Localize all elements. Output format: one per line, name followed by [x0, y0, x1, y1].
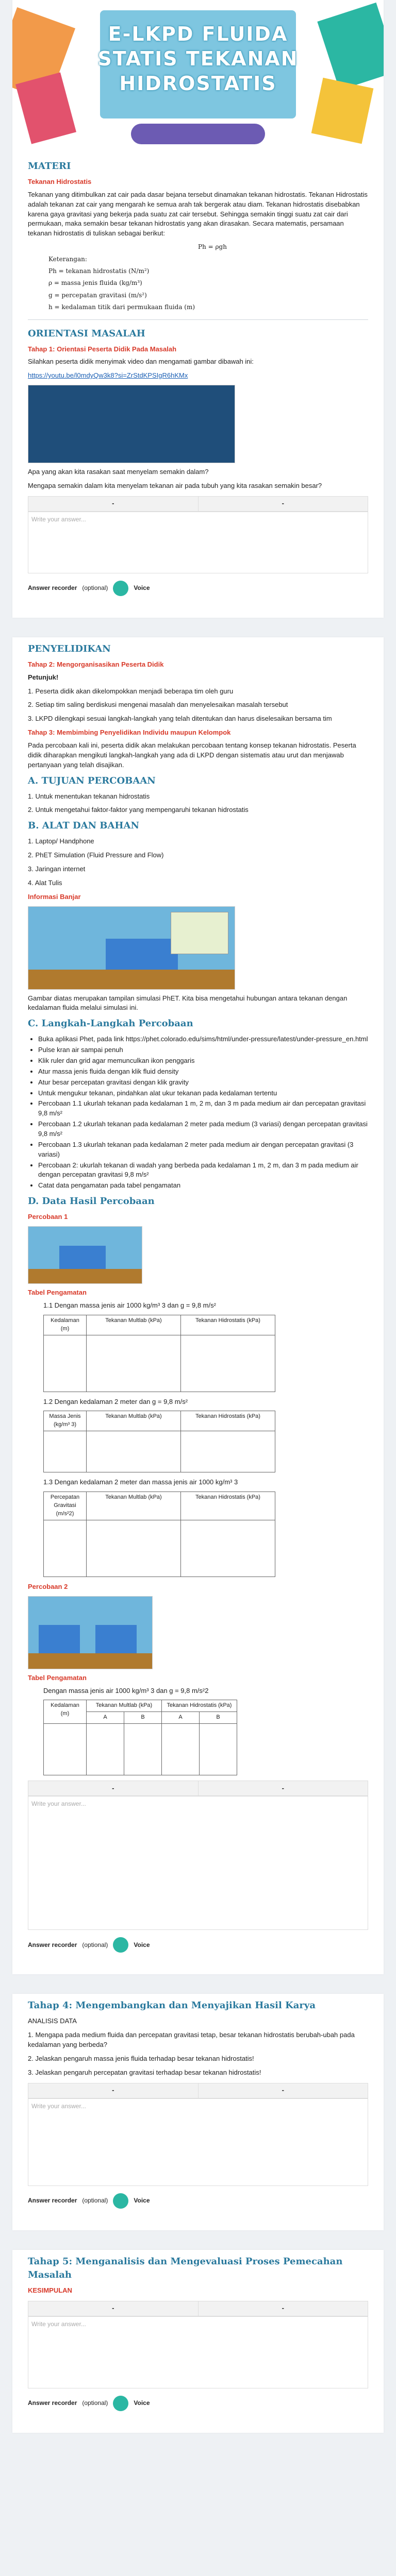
orientasi-image: [28, 385, 235, 463]
banner-card: [12, 0, 384, 618]
tahap5-heading: Tahap 5: Menganalisis dan Mengevaluasi Proses Pemecahan Masalah: [28, 2256, 343, 2280]
t2-sub-a2: A: [162, 1712, 200, 1724]
langkah-item: • Klik ruler dan grid agar memunculkan ikon penggaris: [38, 1056, 368, 1066]
tahap2-heading: Tahap 2: Mengorganisasikan Peserta Didik: [28, 660, 164, 668]
langkah-item: • Untuk mengukur tekanan, pindahkan alat ukur tekanan pada kedalaman tertentu: [38, 1089, 368, 1098]
langkah-item: • Pulse kran air sampai penuh: [38, 1045, 368, 1055]
banner-title-line-1: E-LKPD FLUIDA: [108, 23, 288, 45]
t12-col-2: Tekanan Multlab (kPa): [87, 1411, 181, 1431]
banner-title-line-2: STATIS TEKANAN: [97, 47, 299, 70]
voice-label: Voice: [134, 584, 150, 592]
video-link[interactable]: https://youtu.be/l0mdyQw3k8?si=ZrStdKPSIgR6hKMx: [28, 371, 188, 380]
analisis-q2: 2. Jelaskan pengaruh massa jenis fluida terhadap besar tekanan hidrostatis!: [28, 2054, 254, 2062]
materi-formula: Ph = ρgh: [198, 243, 227, 251]
alat-3: 3. Jaringan internet: [28, 865, 86, 873]
materi-legend-2: ρ = massa jenis fluida (kg/m³): [48, 279, 142, 287]
voice-record-button[interactable]: [113, 2396, 128, 2411]
voice-record-button[interactable]: [113, 1937, 128, 1953]
orientasi-answer-table: [28, 496, 368, 512]
t2-sub-b: B: [124, 1712, 162, 1724]
answer-table-header-2: -: [198, 1781, 368, 1796]
voice-label: Voice: [134, 2399, 150, 2406]
alat-1: 1. Laptop/ Handphone: [28, 837, 94, 845]
tahap3-heading: Tahap 3: Membimbing Penyelidikan Individu maupun Kelompok: [28, 728, 231, 737]
voice-record-button[interactable]: [113, 581, 128, 596]
materi-legend-4: h = kedalaman titik dari permukaan fluida (m): [48, 303, 195, 311]
recorder-label: Answer recorder: [28, 584, 77, 592]
tujuan-1: 1. Untuk menentukan tekanan hidrostatis: [28, 792, 150, 800]
langkah-item: • Atur massa jenis fluida dengan klik fluid density: [38, 1067, 368, 1077]
data-recorder: [28, 1937, 368, 1953]
materi-legend-1: Ph = tekanan hidrostatis (N/m²): [48, 267, 150, 275]
table-1-2: [43, 1411, 275, 1472]
tahap4-recorder: [28, 2193, 368, 2209]
kesimpulan-label: KESIMPULAN: [28, 2286, 72, 2294]
t2-col-2: Tekanan Multlab (kPa): [87, 1700, 162, 1712]
recorder-optional: (optional): [82, 2399, 108, 2406]
penyelidikan-card: [12, 637, 384, 1975]
tujuan-heading: A. TUJUAN PERCOBAAN: [28, 775, 156, 786]
t11-col-2: Tekanan Multlab (kPa): [87, 1315, 181, 1335]
materi-legend-3: g = percepatan gravitasi (m/s²): [48, 291, 147, 299]
t11-col-1: Kedalaman (m): [44, 1315, 87, 1335]
orientasi-heading: ORIENTASI MASALAH: [28, 328, 145, 339]
recorder-label: Answer recorder: [28, 1941, 77, 1948]
t13-col-1: Percepatan Gravitasi (m/s²2): [44, 1492, 87, 1520]
info-caption: Gambar diatas merupakan tampilan simulasi PhET. Kita bisa mengetahui hubungan antara tekanan dengan kedalaman fluida melalui simulasi ini.: [28, 994, 348, 1012]
step-3: 3. LKPD dilengkapi sesuai langkah-langkah yang telah ditentukan dan harus diselesaikan bersama tim: [28, 715, 332, 723]
data-heading: D. Data Hasil Percobaan: [28, 1196, 155, 1207]
step-1: 1. Peserta didik akan dikelompokkan menjadi beberapa tim oleh guru: [28, 687, 234, 695]
penyelidikan-paragraph: Pada percobaan kali ini, peserta didik akan melakukan percobaan tentang konsep tekanan hidrostatis. Peserta didik diharapkan mengikuti langkah-langkah yang ada di LKPD dengan sistematis atau urut dan menjawab pertanyaan yang telah disajikan.: [28, 741, 356, 769]
t12-col-1: Massa Jenis (kg/m³ 3): [44, 1411, 87, 1431]
t2-sub-b2: B: [200, 1712, 237, 1724]
t12-caption: 1.2 Dengan kedalaman 2 meter dan g = 9,8 m/s²: [43, 1397, 188, 1405]
orientasi-q2: Mengapa semakin dalam kita menyelam tekanan air pada tubuh yang kita rasakan semakin besar?: [28, 481, 322, 489]
step-2: 2. Setiap tim saling berdiskusi mengenai masalah dan menyelesaikan masalah tersebut: [28, 701, 288, 709]
recorder-label: Answer recorder: [28, 2399, 77, 2406]
langkah-item: • Percobaan 2: ukurlah tekanan di wadah yang berbeda pada kedalaman 1 m, 2 m, dan 3 m pada medium air dengan percepatan gravitasi 9,8 m/s²: [38, 1161, 368, 1180]
recorder-optional: (optional): [82, 1941, 108, 1948]
t2-col-3: Tekanan Hidrostatis (kPa): [162, 1700, 237, 1712]
info-heading: Informasi Banjar: [28, 892, 81, 901]
tabel-pengamatan-heading: Tabel Pengamatan: [28, 1288, 87, 1296]
analisis-label: ANALISIS DATA: [28, 2017, 77, 2025]
answer-table-header-2: -: [198, 496, 368, 511]
tahap5-card: [12, 2250, 384, 2433]
orientasi-intro: Silahkan peserta didik menyimak video dan mengamati gambar dibawah ini:: [28, 358, 254, 366]
langkah-item: • Percobaan 1.3 ukurlah tekanan pada kedalaman 2 meter pada medium air dengan percepatan gravitasi (3 variasi): [38, 1140, 368, 1160]
tahap5-recorder: [28, 2396, 368, 2411]
t2-sub-a: A: [87, 1712, 124, 1724]
table-1-3: [43, 1492, 275, 1577]
analisis-q1: 1. Mengapa pada medium fluida dan percepatan gravitasi tetap, besar tekanan hidrostatis berubah-ubah pada kedalaman yang berbeda?: [28, 2031, 355, 2049]
langkah-heading: C. Langkah-Langkah Percobaan: [28, 1018, 193, 1029]
materi-subheading: Tekanan Hidrostatis: [28, 178, 92, 186]
t13-col-2: Tekanan Multlab (kPa): [87, 1492, 181, 1520]
langkah-item: • Catat data pengamatan pada tabel pengamatan: [38, 1181, 368, 1191]
langkah-item: • Atur besar percepatan gravitasi dengan klik gravity: [38, 1078, 368, 1088]
percobaan2-heading: Percobaan 2: [28, 1582, 68, 1590]
t13-caption: 1.3 Dengan kedalaman 2 meter dan massa jenis air 1000 kg/m³ 3: [43, 1478, 238, 1486]
t2-caption: Dengan massa jenis air 1000 kg/m³ 3 dan g = 9,8 m/s²2: [43, 1686, 209, 1694]
orientasi-answer-input[interactable]: Write your answer...: [28, 512, 368, 573]
materi-paragraph: Tekanan yang ditimbulkan zat cair pada dasar bejana tersebut dinamakan tekanan hidrostatis. Tekanan Hidrostatis adalah tekanan zat cair yang mengarah ke semua arah tak bergerak atau diam. Tekanan hidrostatis disebabkan karena gaya gravitasi yang bekerja pada suatu zat cair tersebut. Sehingga semakin tinggi suatu zat cair dari permukaan, maka semakin besar tekanan hidrostatis yang akan dirasakan. Secara matematis, persamaan tekanan hidrostatis di tuliskan sebagai berikut:: [28, 190, 368, 238]
percobaan1-image: [28, 1226, 142, 1284]
table-2: [43, 1700, 237, 1775]
alat-4: 4. Alat Tulis: [28, 878, 62, 887]
percobaan2-image: [28, 1596, 153, 1669]
answer-table-header: -: [28, 1781, 199, 1796]
answer-table-header: -: [28, 496, 199, 511]
alat-heading: B. ALAT DAN BAHAN: [28, 820, 139, 832]
answer-table-header: -: [28, 2083, 199, 2098]
materi-section: [12, 155, 384, 618]
answer-table-header: -: [28, 2301, 199, 2316]
tahap4-answer-table: [28, 2083, 368, 2098]
recorder-optional: (optional): [82, 2196, 108, 2204]
banner: [12, 0, 384, 155]
t11-caption: 1.1 Dengan massa jenis air 1000 kg/m³ 3 dan g = 9,8 m/s²: [43, 1301, 216, 1309]
materi-heading: MATERI: [28, 161, 71, 172]
t2-col-1: Kedalaman (m): [44, 1700, 87, 1724]
orientasi-stage: Tahap 1: Orientasi Peserta Didik Pada Masalah: [28, 345, 177, 353]
tahap4-card: [12, 1994, 384, 2230]
t12-col-3: Tekanan Hidrostatis (kPa): [181, 1411, 275, 1431]
alat-2: 2. PhET Simulation (Fluid Pressure and Flow): [28, 851, 164, 859]
tahap5-answer-input[interactable]: Write your answer...: [28, 2316, 368, 2388]
banner-title-line-3: HIDROSTATIS: [119, 72, 277, 95]
data-answer-input[interactable]: Write your answer...: [28, 1796, 368, 1930]
banner-deco-bottom: [131, 124, 265, 144]
answer-table-header-2: -: [198, 2083, 368, 2098]
data-answer-table: [28, 1781, 368, 1796]
langkah-list: [38, 1035, 368, 1191]
tujuan-2: 2. Untuk mengetahui faktor-faktor yang mempengaruhi tekanan hidrostatis: [28, 806, 249, 814]
tabel-pengamatan-2-heading: Tabel Pengamatan: [28, 1673, 87, 1682]
voice-label: Voice: [134, 2196, 150, 2204]
langkah-item: • Buka aplikasi Phet, pada link https://phet.colorado.edu/sims/html/under-pressure/latest/under-pressure_en.html: [38, 1035, 368, 1044]
answer-table-header-2: -: [198, 2301, 368, 2316]
penyelidikan-heading: PENYELIDIKAN: [28, 643, 111, 654]
percobaan1-heading: Percobaan 1: [28, 1213, 68, 1221]
recorder-label: Answer recorder: [28, 2196, 77, 2204]
voice-label: Voice: [134, 1941, 150, 1948]
recorder-optional: (optional): [82, 584, 108, 592]
tahap4-answer-input[interactable]: Write your answer...: [28, 2098, 368, 2186]
orientasi-q1: Apa yang akan kita rasakan saat menyelam semakin dalam?: [28, 468, 209, 476]
banner-title: [12, 22, 384, 96]
petunjuk-label: Petunjuk!: [28, 673, 59, 681]
materi-legend-intro: Keterangan:: [48, 255, 87, 263]
tahap4-heading: Tahap 4: Mengembangkan dan Menyajikan Hasil Karya: [28, 2000, 316, 2011]
orientasi-recorder: [28, 581, 368, 596]
tahap5-answer-table: [28, 2301, 368, 2316]
t13-col-3: Tekanan Hidrostatis (kPa): [181, 1492, 275, 1520]
table-1-1: [43, 1315, 275, 1392]
t11-col-3: Tekanan Hidrostatis (kPa): [181, 1315, 275, 1335]
langkah-item: • Percobaan 1.1 ukurlah tekanan pada kedalaman 1 m, 2 m, dan 3 m pada medium air dan percepatan gravitasi 9,8 m/s²: [38, 1099, 368, 1118]
langkah-item: • Percobaan 1.2 ukurlah tekanan pada kedalaman 2 meter pada medium (3 variasi) dengan percepatan gravitasi 9,8 m/s²: [38, 1120, 368, 1139]
analisis-q3: 3. Jelaskan pengaruh percepatan gravitasi terhadap besar tekanan hidrostatis!: [28, 2068, 261, 2076]
voice-record-button[interactable]: [113, 2193, 128, 2209]
divider: [28, 319, 368, 320]
phet-screenshot: [28, 906, 235, 990]
